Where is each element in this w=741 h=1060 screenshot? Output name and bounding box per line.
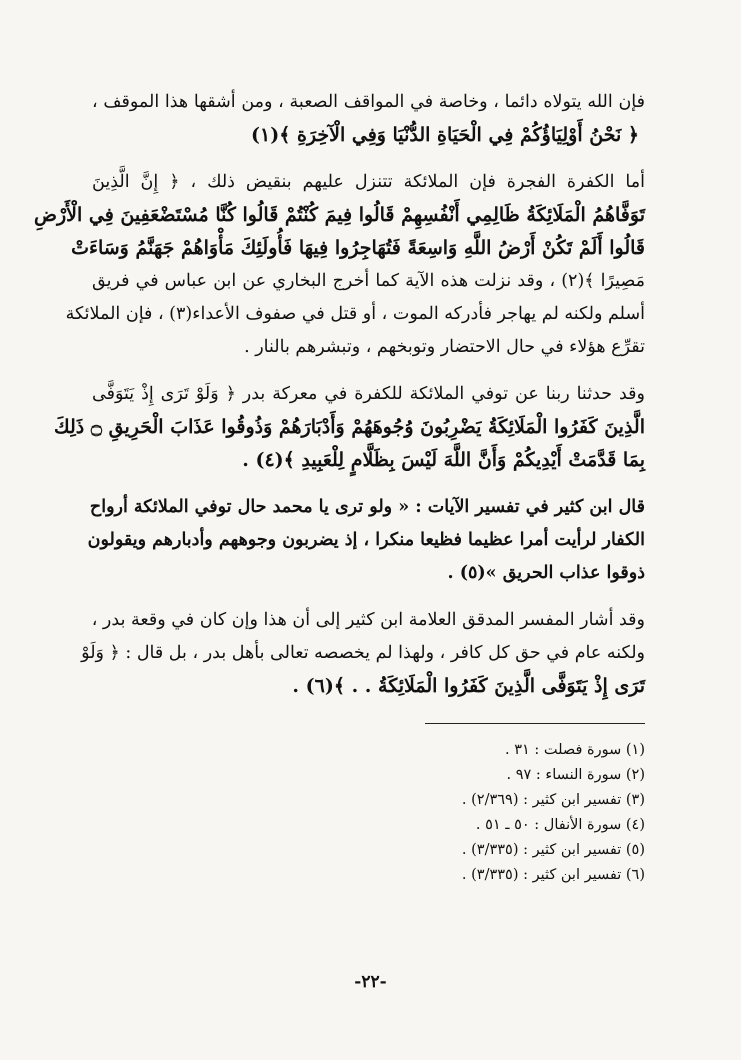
footnote: (٥) تفسير ابن كثير : (٣/٣٣٥) . — [461, 842, 645, 858]
quote-line: الكفار لرأيت أمرا عظيما فظيعا منكرا ، إذ يضربون وجوههم وأدبارهم ويقولون — [87, 530, 645, 550]
footnote: (٣) تفسير ابن كثير : (٢/٣٦٩) . — [461, 792, 645, 808]
text-line: مَصِيرًا ﴾(٢) ، وقد نزلت هذه الآية كما أخرج البخاري عن ابن عباس في فريق — [92, 271, 645, 291]
paragraph-3 — [53, 378, 645, 477]
quran-verse-line: ﴿ نَحْنُ أَوْلِيَاؤُكُمْ فِي الْحَيَاةِ الدُّنْيَا وَفِي الْآخِرَةِ ﴾(١) — [250, 124, 639, 146]
paragraph-1 — [92, 86, 645, 152]
text-line: أسلم ولكنه لم يهاجر فأدركه الموت ، أو قتل في صفوف الأعداء(٣) ، فإن الملائكة — [65, 304, 645, 324]
paragraph-5 — [81, 604, 645, 703]
page-number: -٢٢- — [354, 972, 387, 992]
quran-verse-line: تَوَفَّاهُمُ الْمَلَائِكَةُ ظَالِمِي أَنْفُسِهِمْ قَالُوا فِيمَ كُنْتُمْ قَالُوا كُنَّا مُسْتَضْعَفِينَ فِي الْأَرْضِ — [34, 204, 645, 226]
quran-verse-line: تَرَى إِذْ يَتَوَفَّى الَّذِينَ كَفَرُوا الْمَلَائِكَةُ . . ﴾(٦) . — [292, 675, 645, 697]
paragraph-4 — [87, 491, 645, 590]
quote-line: ذوقوا عذاب الحريق »(٥) . — [447, 563, 645, 583]
quran-verse-line: الَّذِينَ كَفَرُوا الْمَلَائِكَةُ يَضْرِبُونَ وُجُوهَهُمْ وَأَدْبَارَهُمْ وَذُوقُوا عَذَابَ الْحَرِيقِ ۝ ذَلِكَ — [53, 416, 645, 438]
footnote: (٢) سورة النساء : ٩٧ . — [506, 767, 645, 783]
text-line: تقرِّع هؤلاء في حال الاحتضار وتوبخهم ، وتبشرهم بالنار . — [244, 337, 645, 357]
text-line: وقد حدثنا ربنا عن توفي الملائكة للكفرة في معركة بدر ﴿ وَلَوْ تَرَى إِذْ يَتَوَفَّى — [92, 384, 645, 404]
footnote: (٤) سورة الأنفال : ٥٠ ـ ٥١ . — [475, 817, 645, 833]
quran-verse-line: قَالُوا أَلَمْ تَكُنْ أَرْضُ اللَّهِ وَاسِعَةً فَتُهَاجِرُوا فِيهَا فَأُولَئِكَ مَأْوَاهُمْ جَهَنَّمُ وَسَاءَتْ — [71, 237, 645, 259]
footnotes — [92, 738, 645, 888]
footnote: (١) سورة فصلت : ٣١ . — [504, 742, 645, 758]
text-line: أما الكفرة الفجرة فإن الملائكة تتنزل عليهم بنقيض ذلك ، ﴿ إِنَّ الَّذِينَ — [92, 172, 645, 192]
text-line: ولكنه عام في حق كل كافر ، ولهذا لم يخصصه تعالى بأهل بدر ، بل قال : ﴿ وَلَوْ — [81, 643, 645, 663]
quran-verse-line: بِمَا قَدَّمَتْ أَيْدِيكُمْ وَأَنَّ اللَّهَ لَيْسَ بِظَلَّامٍ لِلْعَبِيدِ ﴾(٤) . — [242, 449, 645, 471]
text-line: وقد أشار المفسر المدقق العلامة ابن كثير إلى أن هذا وإن كان في وقعة بدر ، — [91, 610, 645, 630]
paragraph-2 — [34, 166, 645, 364]
text-line: فإن الله يتولاه دائما ، وخاصة في المواقف الصعبة ، ومن أشقها هذا الموقف ، — [92, 92, 645, 112]
footnote: (٦) تفسير ابن كثير : (٣/٣٣٥) . — [461, 867, 645, 883]
footnote-divider — [425, 723, 645, 724]
quote-line: قال ابن كثير في تفسير الآيات : « ولو ترى يا محمد حال توفي الملائكة أرواح — [89, 497, 645, 517]
